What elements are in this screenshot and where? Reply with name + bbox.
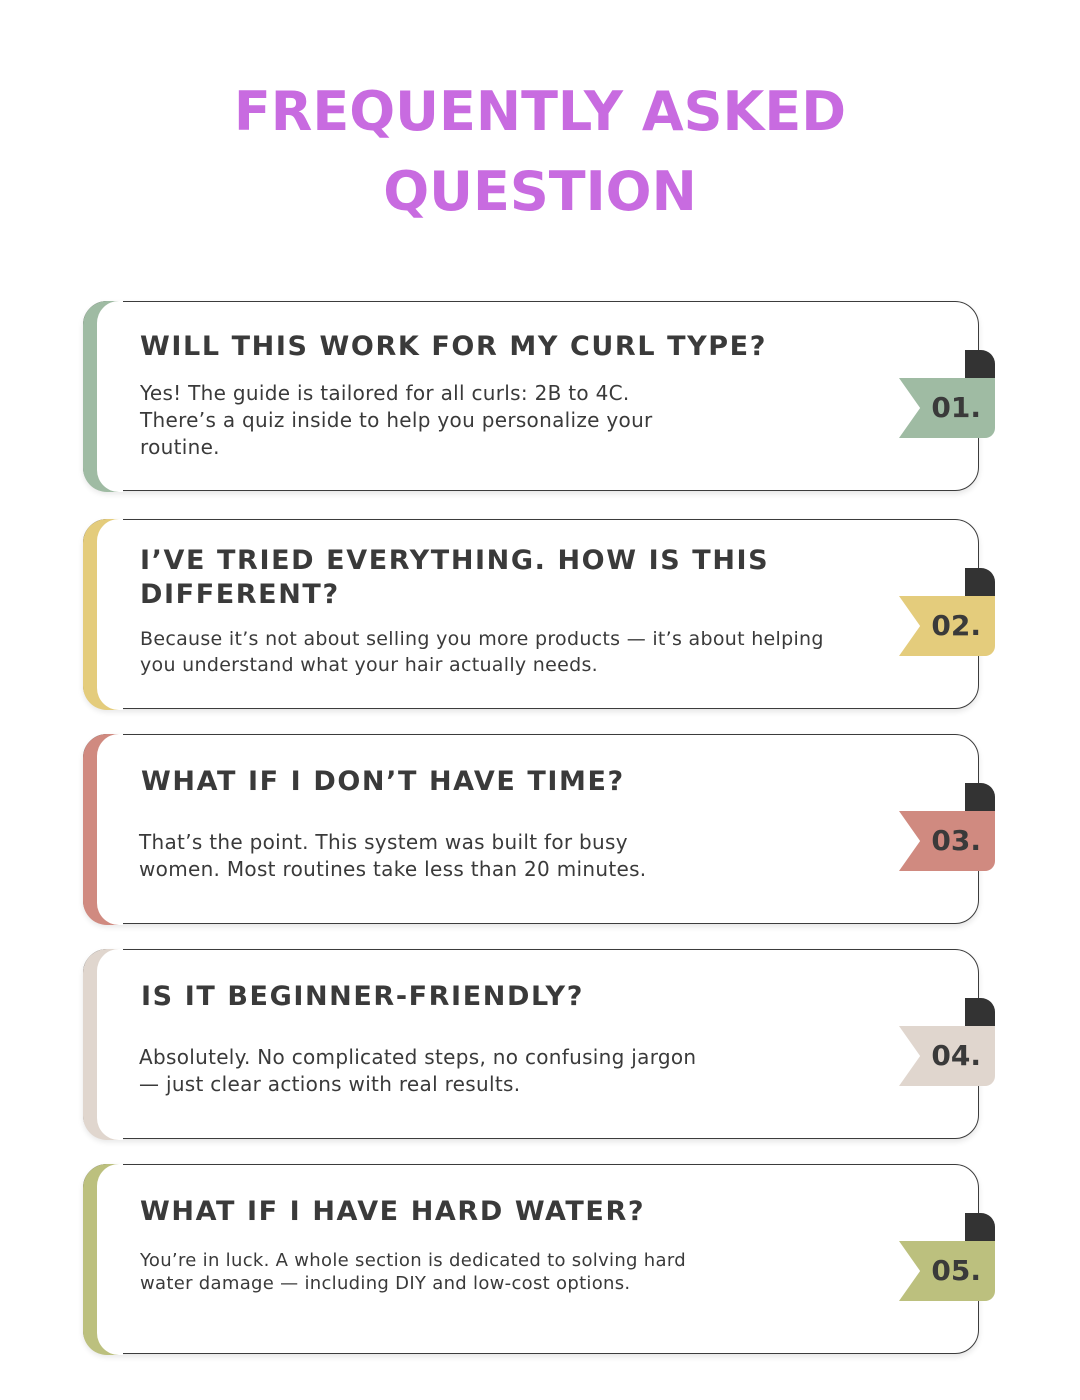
- faq-answer-4: [139, 1044, 868, 1098]
- faq-answer-2: [140, 626, 878, 678]
- faq-answer-2-line-1: Because it’s not about selling you more products — it’s about helping: [140, 628, 824, 650]
- number-ribbon-2: [899, 568, 995, 656]
- faq-card-content-3: [139, 765, 868, 883]
- faq-card-1: [83, 301, 979, 491]
- faq-card-accent-1: [83, 301, 123, 492]
- faq-number-2: 02.: [931, 609, 981, 642]
- faq-number-3: 03.: [931, 824, 981, 857]
- faq-question-3: WHAT IF I DON’T HAVE TIME?: [141, 766, 625, 797]
- faq-answer-1-line-2: There’s a quiz inside to help you personalize your: [140, 408, 653, 432]
- number-ribbon-5: [899, 1213, 995, 1301]
- faq-answer-3-line-2: women. Most routines take less than 20 minutes.: [139, 857, 647, 881]
- faq-card-content-4: [139, 980, 868, 1098]
- faq-card-content-5: [140, 1195, 868, 1295]
- faq-card-accent-5: [83, 1164, 123, 1355]
- faq-question-1: WILL THIS WORK FOR MY CURL TYPE?: [140, 331, 767, 362]
- faq-answer-4-line-2: — just clear actions with real results.: [139, 1072, 521, 1096]
- faq-answer-1: [140, 380, 868, 461]
- faq-answer-5: [140, 1249, 868, 1295]
- faq-card-3: [83, 734, 979, 924]
- faq-question-5: WHAT IF I HAVE HARD WATER?: [140, 1196, 646, 1227]
- faq-card-accent-3: [83, 734, 123, 925]
- faq-card-accent-2: [83, 519, 123, 710]
- faq-question-2-line-2: DIFFERENT?: [140, 579, 340, 610]
- page-title-line-1: FREQUENTLY ASKED: [233, 80, 847, 143]
- faq-question-4: IS IT BEGINNER-FRIENDLY?: [141, 981, 584, 1012]
- faq-answer-3-line-1: That’s the point. This system was built for busy: [139, 830, 628, 854]
- faq-answer-4-line-1: Absolutely. No complicated steps, no confusing jargon: [139, 1045, 697, 1069]
- faq-answer-5-line-1: You’re in luck. A whole section is dedicated to solving hard: [140, 1250, 686, 1271]
- faq-card-4: [83, 949, 979, 1139]
- faq-answer-1-line-1: Yes! The guide is tailored for all curls: 2B to 4C.: [140, 381, 630, 405]
- faq-card-accent-4: [83, 949, 123, 1140]
- page-title: [0, 72, 1080, 232]
- page-title-line-2: QUESTION: [383, 160, 697, 223]
- faq-number-1: 01.: [931, 391, 981, 424]
- faq-card-content-1: [140, 330, 868, 461]
- faq-answer-2-line-2: you understand what your hair actually needs.: [140, 654, 599, 676]
- faq-answer-1-line-3: routine.: [140, 435, 220, 459]
- number-ribbon-4: [899, 998, 995, 1086]
- faq-number-5: 05.: [931, 1254, 981, 1287]
- faq-question-2-line-1: I’VE TRIED EVERYTHING. HOW IS THIS: [140, 545, 770, 576]
- faq-number-4: 04.: [931, 1039, 981, 1072]
- faq-card-content-2: [140, 544, 878, 678]
- faq-card-2: [83, 519, 979, 709]
- number-ribbon-1: [899, 350, 995, 438]
- faq-answer-3: [139, 829, 868, 883]
- number-ribbon-3: [899, 783, 995, 871]
- faq-answer-5-line-2: water damage — including DIY and low-cost options.: [140, 1273, 631, 1294]
- faq-card-5: [83, 1164, 979, 1354]
- faq-question-2: [140, 544, 878, 612]
